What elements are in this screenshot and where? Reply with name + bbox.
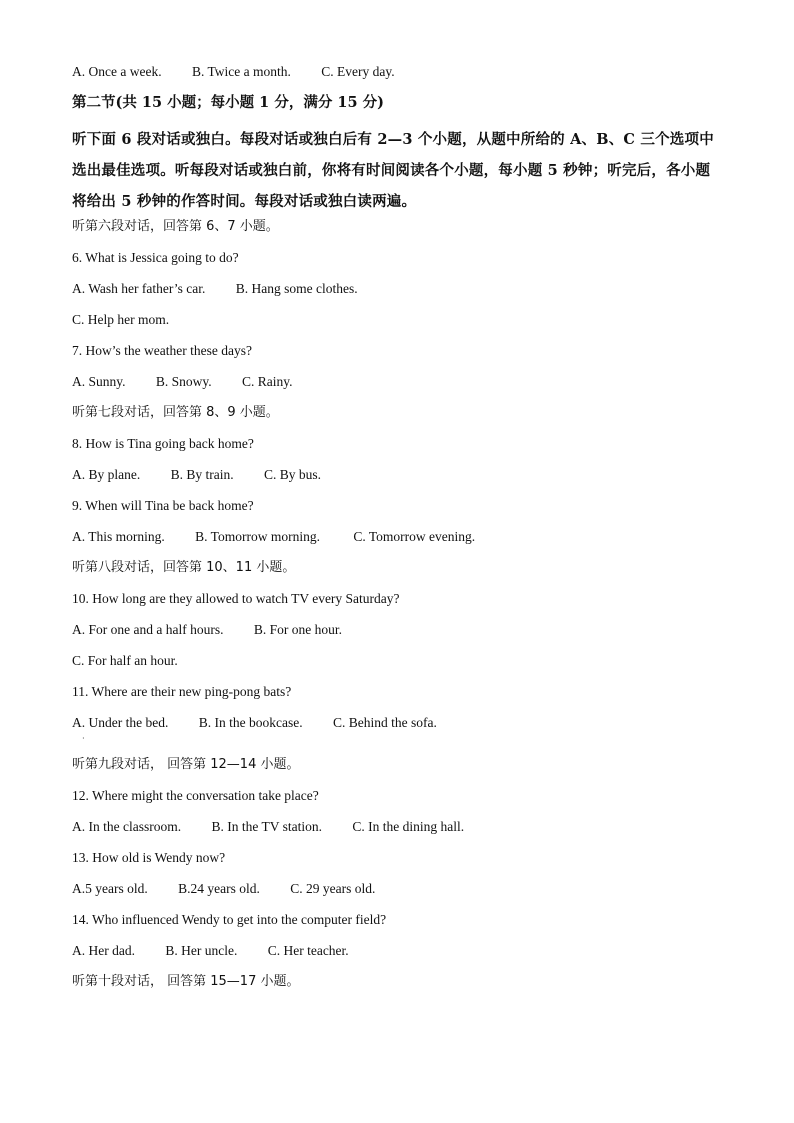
question-7: 7. How’s the weather these days? <box>72 343 252 358</box>
q9-option-b: B. Tomorrow morning. <box>195 529 320 544</box>
q8-option-a: A. By plane. <box>72 467 141 482</box>
question-14: 14. Who influenced Wendy to get into the computer field? <box>72 912 387 927</box>
q7-option-a: A. Sunny. <box>72 374 126 389</box>
stray-dot: · <box>82 734 85 743</box>
q12-option-a: A. In the classroom. <box>72 819 182 834</box>
dialog-prompt-6: 听第六段对话，回答第 6、7 小题。 <box>72 219 279 234</box>
q14-options <box>72 941 732 972</box>
q8-options <box>72 465 732 496</box>
q11-option-a: A. Under the bed. <box>72 715 169 730</box>
q7-options <box>72 372 732 403</box>
q7-option-c: C. Rainy. <box>242 374 293 389</box>
question-8: 8. How is Tina going back home? <box>72 436 254 451</box>
dialog-prompt-7: 听第七段对话，回答第 8、9 小题。 <box>72 405 279 420</box>
dialog-prompt-10: 听第十段对话， 回答第 15—17 小题。 <box>72 974 300 989</box>
q14-option-a: A. Her dad. <box>72 943 135 958</box>
q12-options <box>72 817 732 848</box>
q6-option-a: A. Wash her father’s car. <box>72 281 206 296</box>
q10-option-a: A. For one and a half hours. <box>72 622 224 637</box>
q6-options-cont <box>72 310 732 341</box>
question-9: 9. When will Tina be back home? <box>72 498 254 513</box>
exam-page <box>72 62 732 1003</box>
question-12: 12. Where might the conversation take place? <box>72 788 319 803</box>
q13-option-a: A.5 years old. <box>72 881 148 896</box>
question-11: 11. Where are their new ping-pong bats? <box>72 684 292 699</box>
section-title: 第二节(共 15 小题；每小题 1 分，满分 15 分) <box>72 94 384 111</box>
q9-option-c: C. Tomorrow evening. <box>353 529 476 544</box>
question-6: 6. What is Jessica going to do? <box>72 250 239 265</box>
q6-options <box>72 279 732 310</box>
q5-option-b: B. Twice a month. <box>191 64 291 79</box>
q14-option-c: C. Her teacher. <box>267 943 349 958</box>
question-13: 13. How old is Wendy now? <box>72 850 226 865</box>
q6-option-c: C. Help her mom. <box>72 312 170 327</box>
q12-option-b: B. In the TV station. <box>211 819 322 834</box>
dialog-prompt-8: 听第八段对话，回答第 10、11 小题。 <box>72 560 296 575</box>
q10-options-cont <box>72 651 732 682</box>
dialog-prompt-9: 听第九段对话， 回答第 12—14 小题。 <box>72 757 300 772</box>
q5-option-a: A. Once a week. <box>72 64 162 79</box>
q10-option-c: C. For half an hour. <box>72 653 178 668</box>
q11-options <box>72 713 732 755</box>
q11-option-b: B. In the bookcase. <box>198 715 303 730</box>
section-instructions: 听下面 6 段对话或独白。每段对话或独白后有 2—3 个小题，从题中所给的 A、B、C 三个选项中选出最佳选项。听每段对话或独白前，你将有时间阅读各个小题，每小题 5 秒钟；听完后，各小题将给出 5 秒钟的作答时间。每段对话或独白读两遍。 <box>72 131 714 210</box>
q8-option-c: C. By bus. <box>264 467 322 482</box>
q14-option-b: B. Her uncle. <box>165 943 238 958</box>
q9-options <box>72 527 732 558</box>
q10-options <box>72 620 732 651</box>
q13-option-b: B.24 years old. <box>178 881 260 896</box>
q13-options <box>72 879 732 910</box>
q8-option-b: B. By train. <box>170 467 234 482</box>
q7-option-b: B. Snowy. <box>155 374 212 389</box>
q6-option-b: B. Hang some clothes. <box>235 281 358 296</box>
q13-option-c: C. 29 years old. <box>290 881 376 896</box>
question-10: 10. How long are they allowed to watch TV every Saturday? <box>72 591 400 606</box>
q9-option-a: A. This morning. <box>72 529 165 544</box>
q5-options <box>72 62 732 93</box>
q12-option-c: C. In the dining hall. <box>352 819 465 834</box>
q10-option-b: B. For one hour. <box>253 622 342 637</box>
q5-option-c: C. Every day. <box>321 64 395 79</box>
q11-option-c: C. Behind the sofa. <box>332 715 437 730</box>
